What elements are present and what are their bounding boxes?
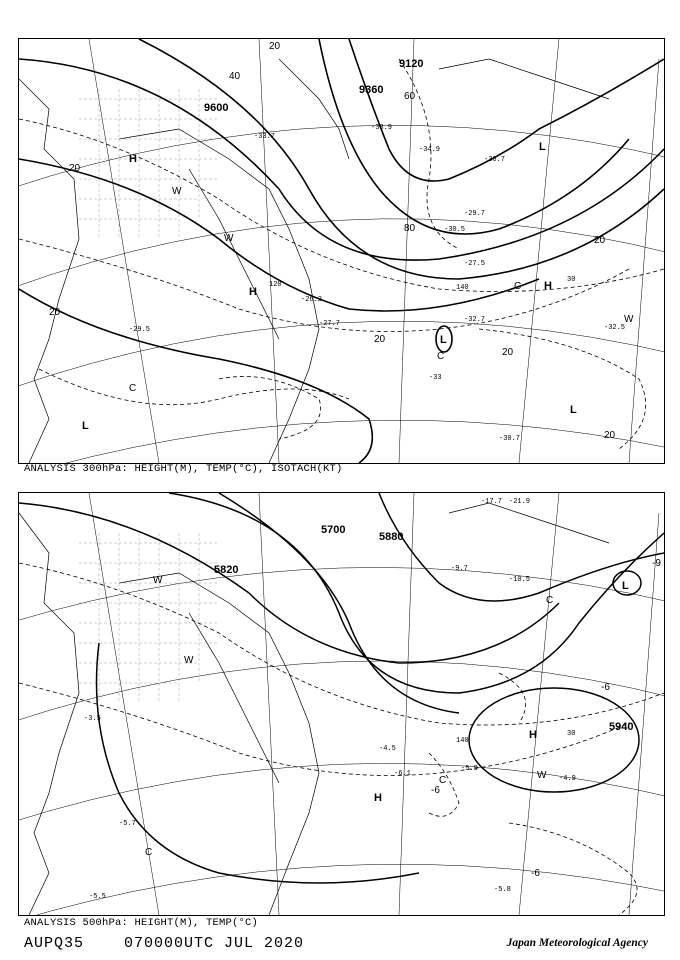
map-500hpa (18, 492, 665, 916)
center-marker-high: H (529, 729, 537, 741)
isotach-label: 20 (69, 163, 81, 174)
temp-label: -38.9 (371, 124, 393, 132)
isotach-label: 20 (374, 334, 386, 345)
height-label-9600: 9600 (204, 102, 229, 114)
isotach-label: 20 (502, 347, 514, 358)
center-marker-cold: C (439, 775, 447, 786)
center-marker-warm: W (184, 655, 194, 666)
temp-label: -33 (429, 374, 442, 382)
isotach-label: 40 (229, 71, 241, 82)
temp-label: -34.9 (419, 146, 441, 154)
coastline (19, 503, 609, 915)
center-marker-low: L (622, 580, 629, 592)
temp-label: -6 (601, 682, 610, 693)
temp-label: -5.9 (461, 765, 478, 773)
center-marker-warm: W (624, 314, 634, 325)
temp-label: -6.1 (394, 770, 411, 778)
height-label-5880: 5880 (379, 531, 404, 543)
grid-label: 140 (456, 284, 469, 292)
isotach-label: 80 (404, 223, 416, 234)
center-marker-high: H (249, 286, 257, 298)
center-marker-cold: C (437, 351, 445, 362)
temp-label: -30.5 (444, 226, 466, 234)
temp-label: -9 (652, 558, 661, 569)
isotach-label: 20 (269, 41, 281, 52)
temp-label: -33.7 (254, 133, 276, 141)
isotherms (19, 59, 664, 449)
temp-label: -5.7 (119, 820, 136, 828)
height-label-9120: 9120 (399, 58, 424, 70)
center-marker-warm: W (537, 770, 547, 781)
center-marker-cold: C (546, 595, 554, 606)
coastline (19, 59, 609, 463)
temp-label: -32.5 (604, 324, 626, 332)
graticule (19, 493, 664, 915)
hatched-region (79, 89, 219, 239)
isotach-label: 20 (594, 235, 606, 246)
anticyclone-contour (469, 688, 639, 792)
temp-label: -4.9 (559, 775, 576, 783)
isotherms (19, 563, 664, 915)
center-marker-warm: W (172, 186, 182, 197)
center-marker-high: H (374, 792, 382, 804)
height-label-5820: 5820 (214, 564, 239, 576)
temp-label: -5.8 (494, 886, 511, 894)
caption-500hpa: ANALYSIS 500hPa: HEIGHT(M), TEMP(°C) (24, 917, 259, 929)
height-contours (19, 39, 664, 463)
height-label-9360: 9360 (359, 84, 384, 96)
height-label-5940: 5940 (609, 721, 634, 733)
agency-name: Japan Meteorological Agency (506, 937, 648, 949)
grid-label: 30 (567, 276, 576, 284)
temp-label: -10.5 (509, 576, 531, 584)
isotach-label: 20 (49, 307, 61, 318)
temp-label: -3.5 (84, 715, 101, 723)
product-code: AUPQ35 (24, 935, 85, 952)
temp-label: -5.5 (89, 893, 106, 901)
grid-label: 120 (269, 281, 282, 289)
temp-label: -30.7 (499, 435, 521, 443)
map-500hpa-canvas (19, 493, 664, 915)
temp-label: -17.7 (481, 498, 503, 506)
center-marker-cold: C (145, 847, 153, 858)
analysis-datetime: 070000UTC JUL 2020 (124, 935, 305, 952)
caption-300hpa: ANALYSIS 300hPa: HEIGHT(M), TEMP(°C), ISOTACH(KT) (24, 463, 343, 475)
product-code-and-datetime (24, 935, 304, 952)
center-marker-high: H (129, 153, 137, 165)
temp-label: -32.7 (464, 316, 486, 324)
center-marker-low: L (82, 420, 89, 432)
center-marker-warm: W (224, 233, 234, 244)
center-marker-cold: C (514, 281, 522, 292)
isotach-label: 20 (604, 430, 616, 441)
center-marker-low: L (570, 404, 577, 416)
center-marker-low: L (440, 334, 447, 346)
height-label-5700: 5700 (321, 524, 346, 536)
temp-label: -6 (431, 785, 440, 796)
temp-label: -29.5 (129, 326, 151, 334)
map-300hpa-canvas (19, 39, 664, 463)
temp-label: -27.7 (319, 320, 341, 328)
center-marker-cold: C (129, 383, 137, 394)
map-300hpa (18, 38, 665, 464)
isotach-label: 60 (404, 91, 416, 102)
temp-label: -6 (531, 868, 540, 879)
grid-label: 140 (456, 737, 469, 745)
graticule (19, 39, 664, 463)
temp-label: -27.5 (464, 260, 486, 268)
temp-label: -21.9 (509, 498, 531, 506)
temp-label: -9.7 (451, 565, 468, 573)
temp-label: -29.7 (464, 210, 486, 218)
center-marker-low: L (539, 141, 546, 153)
temp-label: -36.7 (484, 156, 506, 164)
center-marker-high: H (544, 280, 552, 292)
center-marker-warm: W (153, 575, 163, 586)
temp-label: -4.5 (379, 745, 396, 753)
grid-label: 30 (567, 730, 576, 738)
temp-label: -26.2 (301, 296, 323, 304)
